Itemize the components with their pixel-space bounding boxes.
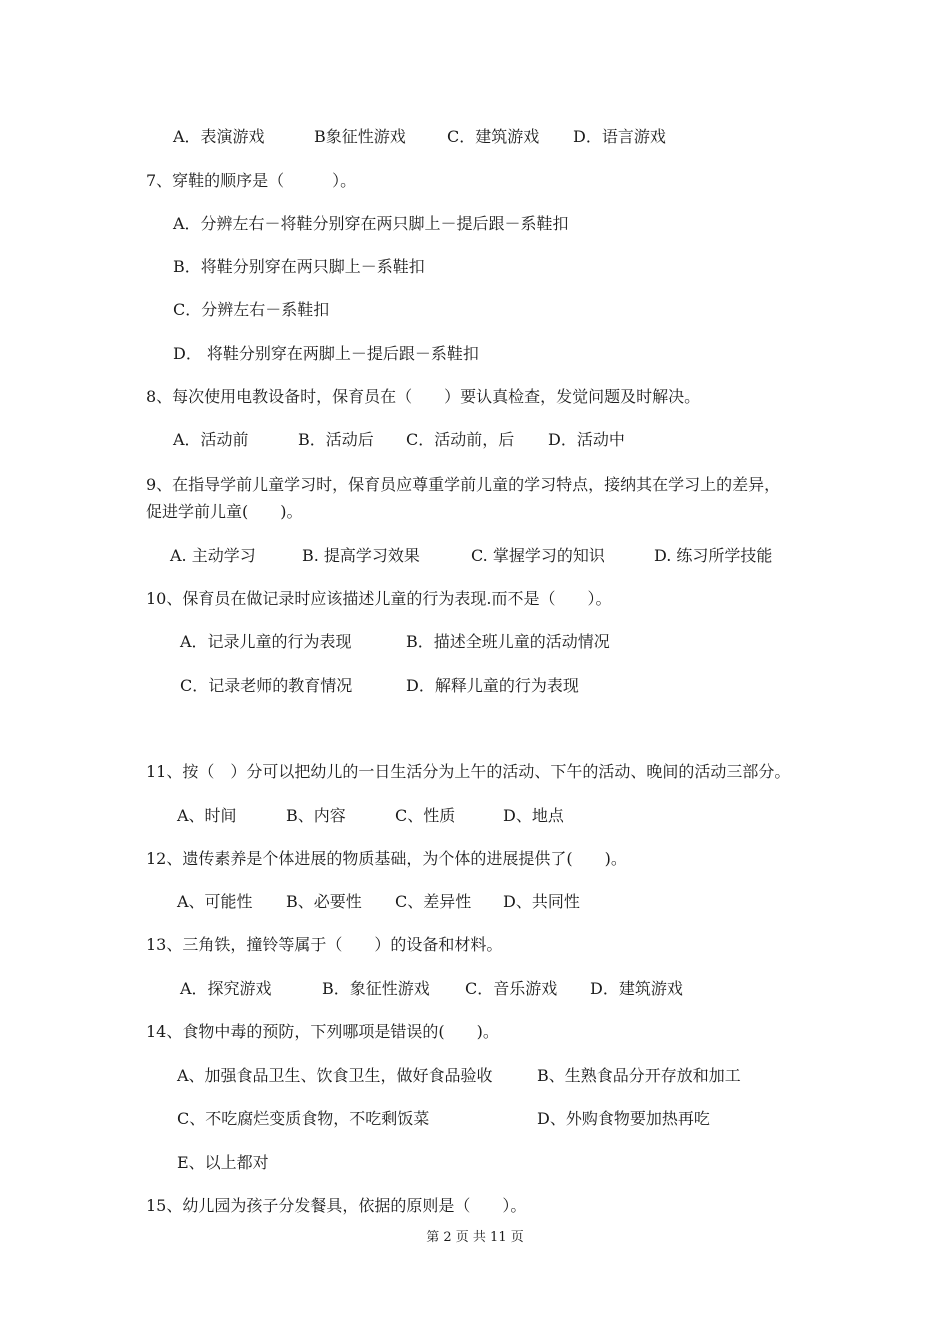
- q6-option-c: C．建筑游戏: [447, 127, 540, 146]
- q8-option-b: B．活动后: [298, 430, 374, 449]
- q12-option-d: D、共同性: [503, 892, 580, 911]
- q6-option-b: B象征性游戏: [314, 127, 406, 146]
- q11-option-d: D、地点: [503, 806, 564, 825]
- q14-stem: 14、食物中毒的预防，下列哪项是错误的( )。: [146, 1022, 499, 1041]
- q7-stem: 7、穿鞋的顺序是（ ）。: [146, 171, 357, 190]
- q14-option-a: A、加强食品卫生、饮食卫生，做好食品验收: [177, 1066, 493, 1085]
- q12-option-a: A、可能性: [177, 892, 253, 911]
- q10-option-b: B．描述全班儿童的活动情况: [406, 632, 610, 651]
- q11-option-c: C、性质: [395, 806, 456, 825]
- q13-option-a: A．探究游戏: [180, 979, 272, 998]
- q8-stem: 8、每次使用电教设备时，保育员在（ ）要认真检查，发觉问题及时解决。: [146, 387, 701, 406]
- q11-option-a: A、时间: [177, 806, 237, 825]
- q10-option-c: C．记录老师的教育情况: [180, 676, 353, 695]
- q14-option-d: D、外购食物要加热再吃: [537, 1109, 710, 1128]
- q13-option-c: C．音乐游戏: [465, 979, 558, 998]
- q10-option-a: A．记录儿童的行为表现: [180, 632, 352, 651]
- q13-option-d: D．建筑游戏: [590, 979, 683, 998]
- q14-option-c: C、不吃腐烂变质食物，不吃剩饭菜: [177, 1109, 430, 1128]
- q6-option-d: D．语言游戏: [573, 127, 666, 146]
- q7-option-d: D． 将鞋分别穿在两脚上－提后跟－系鞋扣: [173, 344, 479, 363]
- q12-option-c: C、差异性: [395, 892, 472, 911]
- q12-stem: 12、遗传素养是个体进展的物质基础，为个体的进展提供了( )。: [146, 849, 627, 868]
- q14-option-e: E、以上都对: [177, 1153, 269, 1172]
- q10-stem: 10、保育员在做记录时应该描述儿童的行为表现.而不是（ ）。: [146, 589, 612, 608]
- q9-option-d: D. 练习所学技能: [654, 546, 773, 565]
- q7-option-c: C．分辨左右－系鞋扣: [173, 300, 330, 319]
- q13-option-b: B．象征性游戏: [322, 979, 430, 998]
- q9-option-b: B. 提高学习效果: [302, 546, 420, 565]
- q14-option-b: B、生熟食品分开存放和加工: [537, 1066, 741, 1085]
- q8-option-c: C．活动前，后: [406, 430, 515, 449]
- q13-stem: 13、三角铁，撞铃等属于（ ）的设备和材料。: [146, 935, 503, 954]
- q12-option-b: B、必要性: [286, 892, 362, 911]
- q8-option-a: A．活动前: [173, 430, 249, 449]
- q11-option-b: B、内容: [286, 806, 346, 825]
- q9-stem-line2: 促进学前儿童( )。: [146, 502, 303, 521]
- q6-option-a: A．表演游戏: [173, 127, 265, 146]
- q9-option-a: A. 主动学习: [170, 546, 256, 565]
- q11-stem: 11、按（ ）分可以把幼儿的一日生活分为上午的活动、下午的活动、晚间的活动三部分。: [146, 762, 791, 781]
- q15-stem: 15、幼儿园为孩子分发餐具，依据的原则是（ ）。: [146, 1196, 527, 1215]
- q7-option-b: B．将鞋分别穿在两只脚上－系鞋扣: [173, 257, 425, 276]
- q9-option-c: C. 掌握学习的知识: [471, 546, 605, 565]
- page-footer: 第 2 页 共 11 页: [426, 1230, 524, 1245]
- q7-option-a: A．分辨左右－将鞋分别穿在两只脚上－提后跟－系鞋扣: [173, 214, 569, 233]
- q10-option-d: D．解释儿童的行为表现: [406, 676, 579, 695]
- q8-option-d: D．活动中: [548, 430, 625, 449]
- q9-stem-line1: 9、在指导学前儿童学习时，保育员应尊重学前儿童的学习特点，接纳其在学习上的差异，: [146, 475, 781, 494]
